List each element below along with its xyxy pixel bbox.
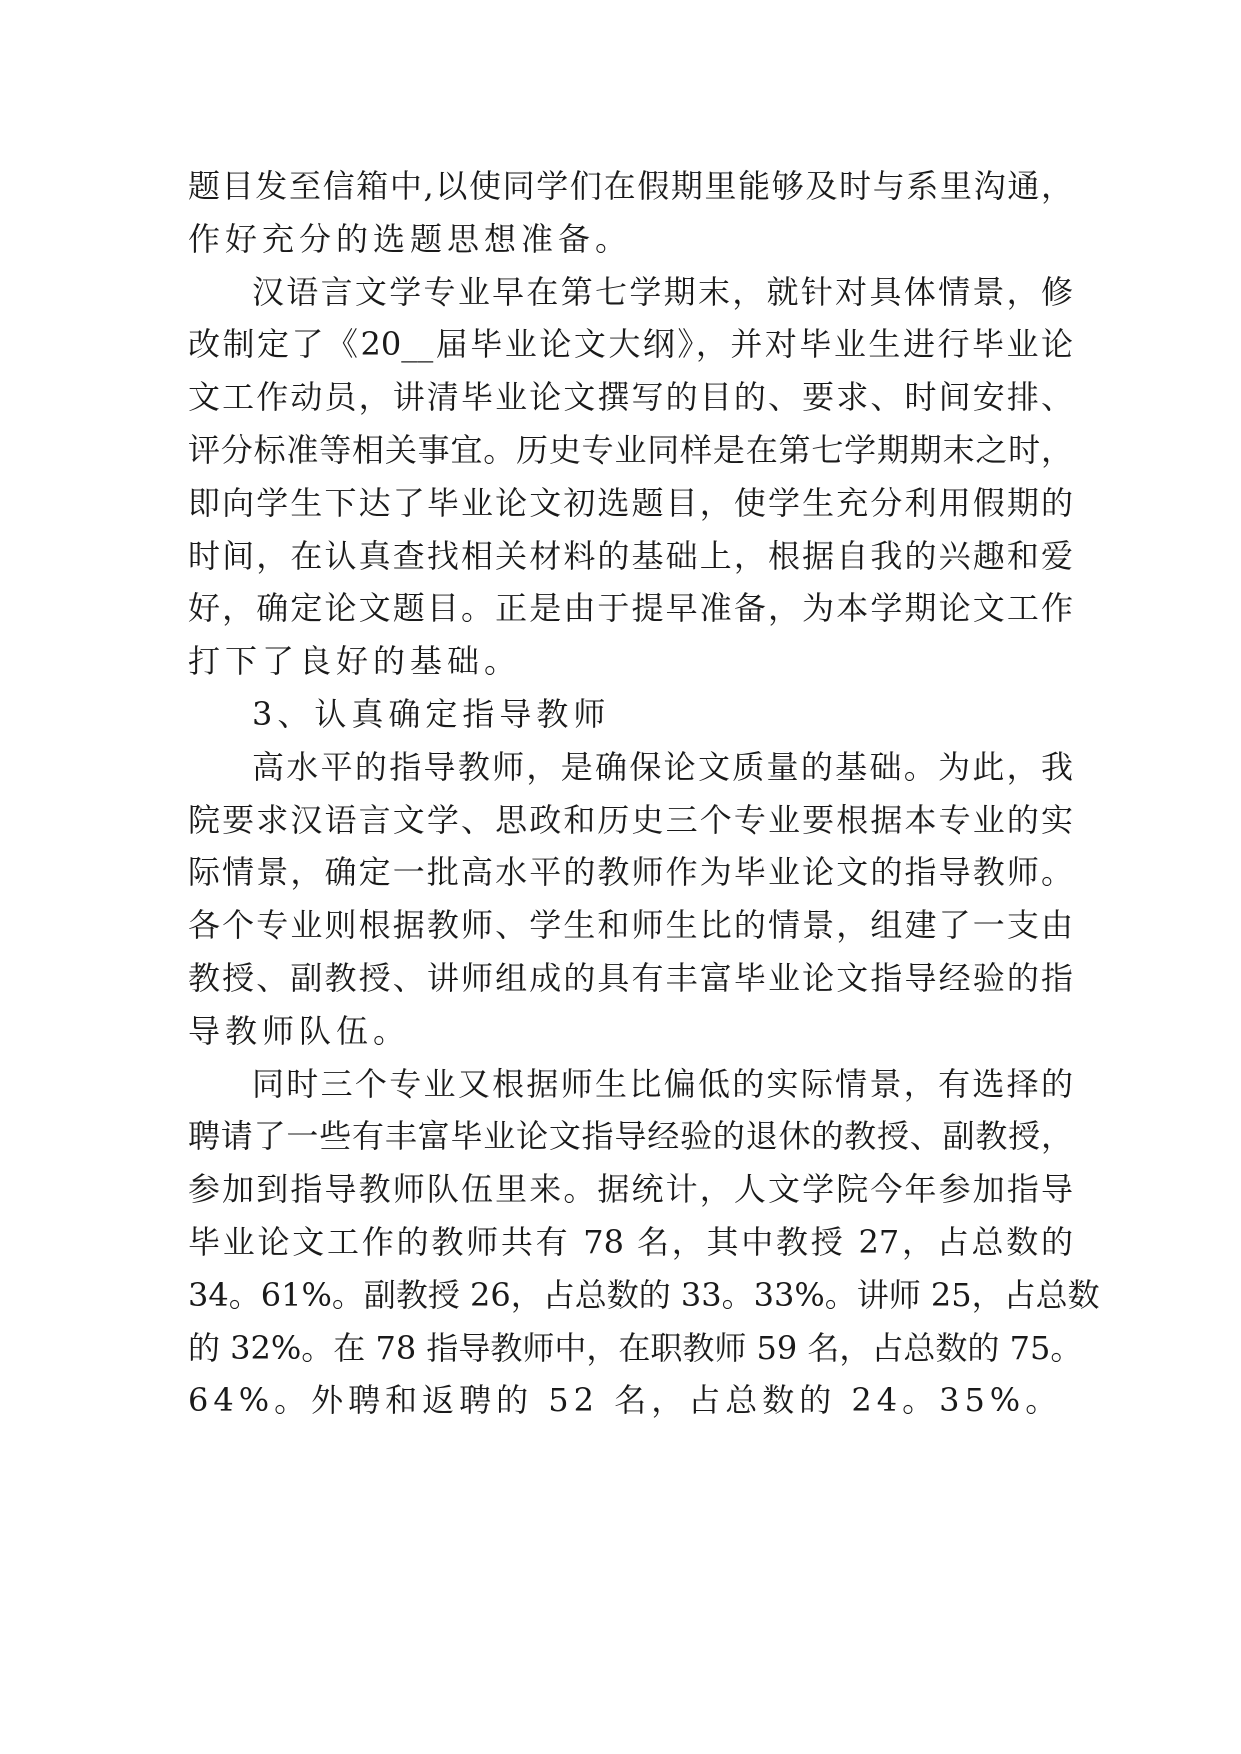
text-line: 际情景，确定一批高水平的教师作为毕业论文的指导教师。	[188, 853, 1073, 892]
text-line: 毕业论文工作的教师共有 78 名，其中教授 27，占总数的	[188, 1222, 1073, 1261]
text-line: 评分标准等相关事宜。历史专业同样是在第七学期期末之时，	[188, 430, 1073, 469]
text-line: 院要求汉语言文学、思政和历史三个专业要根据本专业的实	[188, 800, 1073, 839]
text-line: 改制定了《20__届毕业论文大纲》，并对毕业生进行毕业论	[188, 325, 1073, 364]
text-line: 导教师队伍。	[188, 1011, 411, 1050]
section-heading: 3、认真确定指导教师	[252, 694, 611, 733]
text-line: 的 32%。在 78 指导教师中，在职教师 59 名，占总数的 75。	[188, 1328, 1083, 1367]
text-line: 汉语言文学专业早在第七学期末，就针对具体情景，修	[252, 272, 1073, 311]
text-line: 34。61%。副教授 26，占总数的 33。33%。讲师 25，占总数	[188, 1275, 1100, 1314]
text-line: 高水平的指导教师，是确保论文质量的基础。为此，我	[252, 747, 1073, 786]
text-line: 64%。外聘和返聘的 52 名，占总数的 24。35%。	[188, 1381, 1063, 1420]
text-line: 文工作动员，讲清毕业论文撰写的目的、要求、时间安排、	[188, 378, 1073, 417]
text-line: 时间，在认真查找相关材料的基础上，根据自我的兴趣和爱	[188, 536, 1073, 575]
text-line: 题目发至信箱中,以使同学们在假期里能够及时与系里沟通，	[188, 167, 1073, 205]
text-line: 聘请了一些有丰富毕业论文指导经验的退休的教授、副教授，	[188, 1117, 1073, 1156]
text-line: 作好充分的选题思想准备。	[188, 219, 633, 258]
text-line: 教授、副教授、讲师组成的具有丰富毕业论文指导经验的指	[188, 958, 1073, 997]
text-line: 打下了良好的基础。	[188, 642, 522, 681]
text-line: 参加到指导教师队伍里来。据统计，人文学院今年参加指导	[188, 1170, 1073, 1209]
body-text	[188, 160, 1100, 1427]
text-line: 好，确定论文题目。正是由于提早准备，为本学期论文工作	[188, 589, 1073, 628]
text-line: 各个专业则根据教师、学生和师生比的情景，组建了一支由	[188, 906, 1073, 945]
text-line: 同时三个专业又根据师生比偏低的实际情景，有选择的	[252, 1064, 1073, 1103]
text-line: 即向学生下达了毕业论文初选题目，使学生充分利用假期的	[188, 483, 1073, 522]
